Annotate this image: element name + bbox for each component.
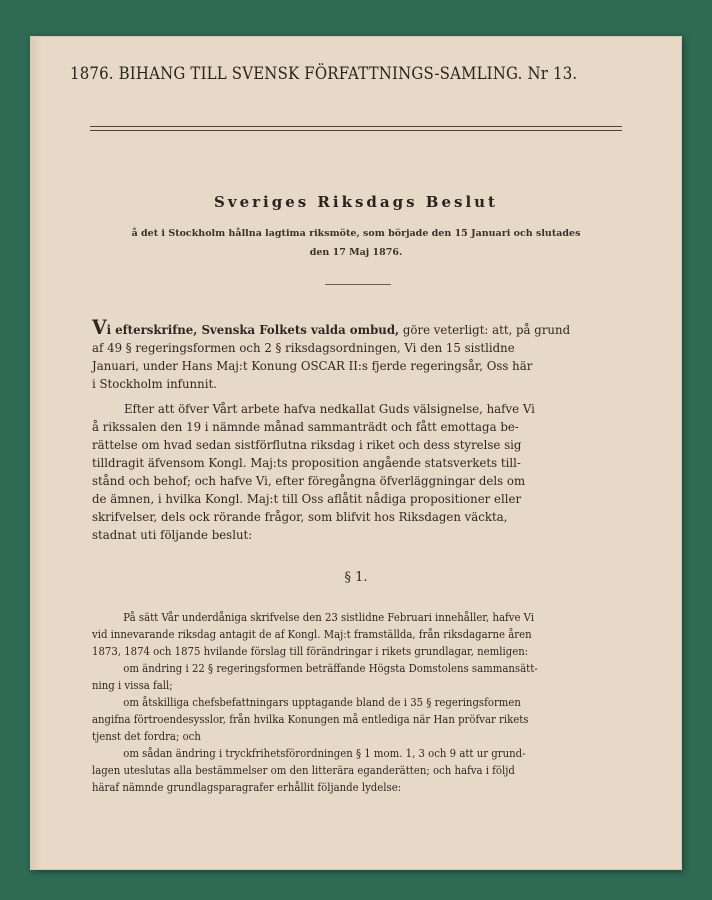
section-line-5: ning i vissa fall; (92, 679, 173, 692)
section-line-7: angifna förtroendesysslor, från hvilka Konungen må entlediga när Han pröfvar rikets (92, 713, 529, 726)
section-heading: § 1. (344, 570, 368, 585)
header-rule-bottom (90, 130, 622, 131)
header-rule-top (90, 126, 622, 127)
second-line-6: de ämnen, i hvilka Kongl. Maj:t till Oss aflåtit nådiga propositioner eller (92, 491, 522, 506)
second-line-8: stadnat uti följande beslut: (92, 527, 253, 542)
section-line-9: om sådan ändring i tryckfrihetsförordningen § 1 mom. 1, 3 och 9 att ur grund- (123, 747, 526, 760)
section-line-10: lagen uteslutas alla bestämmelser om den litterära eganderätten; och hafva i följd (92, 764, 515, 777)
document-subtitle-line-1: å det i Stockholm hållna lagtima riksmöte, som började den 15 Januari och slutades (131, 228, 581, 239)
section-line-2: vid innevarande riksdag antagit de af Kongl. Maj:t framställda, från riksdagarne åren (92, 628, 532, 641)
second-line-7: skrifvelser, dels ock rörande frågor, som blifvit hos Riksdagen väckta, (92, 509, 508, 524)
second-line-3: rättelse om hvad sedan sistförflutna riksdag i riket och dess styrelse sig (92, 437, 522, 452)
second-line-5: stånd och behof; och hafve Vi, efter föregångna öfverläggningar dels om (92, 473, 526, 488)
second-paragraph (92, 400, 624, 544)
section-line-3: 1873, 1874 och 1875 hvilande förslag till förändringar i rikets grundlagar, nemligen: (92, 645, 529, 658)
document-title: Sveriges Riksdags Beslut (214, 193, 498, 211)
second-line-4: tilldragit äfvensom Kongl. Maj:ts proposition angående statsverkets till- (92, 455, 521, 470)
intro-line-3: Januari, under Hans Maj:t Konung OSCAR II:s fjerde regeringsår, Oss här (92, 358, 533, 373)
title-divider (325, 284, 391, 285)
section-1-text (92, 609, 624, 796)
intro-line-2: af 49 § regeringsformen och 2 § riksdagsordningen, Vi den 15 sistlidne (92, 340, 515, 355)
section-line-4: om ändring i 22 § regeringsformen beträffande Högsta Domstolens sammansätt- (123, 662, 538, 675)
intro-line-1 (92, 315, 592, 339)
section-line-1: På sätt Vår underdåniga skrifvelse den 23 sistlidne Februari innehåller, hafve Vi (123, 611, 535, 624)
section-line-8: tjenst det fordra; och (92, 730, 201, 743)
intro-line-4: i Stockholm infunnit. (92, 376, 217, 391)
document-subtitle-line-2: den 17 Maj 1876. (309, 247, 403, 258)
section-line-11: häraf nämnde grundlagsparagrafer erhållit följande lydelse: (92, 781, 402, 794)
second-line-2: å rikssalen den 19 i nämnde månad sammanträdt och fått emottaga be- (92, 419, 519, 434)
intro-line-1-tail: göre veterligt: att, på grund (399, 322, 571, 337)
intro-paragraph (92, 315, 624, 393)
section-line-6: om åtskilliga chefsbefattningars upptagande bland de i 35 § regeringsformen (123, 696, 521, 709)
publication-header: 1876. BIHANG TILL SVENSK FÖRFATTNINGS-SAMLING. Nr 13. (70, 64, 578, 84)
second-line-1: Efter att öfver Vårt arbete hafva nedkallat Guds välsignelse, hafve Vi (123, 401, 535, 416)
intro-lead-phrase: i efterskrifne, Svenska Folkets valda ombud, (106, 322, 400, 337)
drop-letter: V (92, 315, 107, 339)
